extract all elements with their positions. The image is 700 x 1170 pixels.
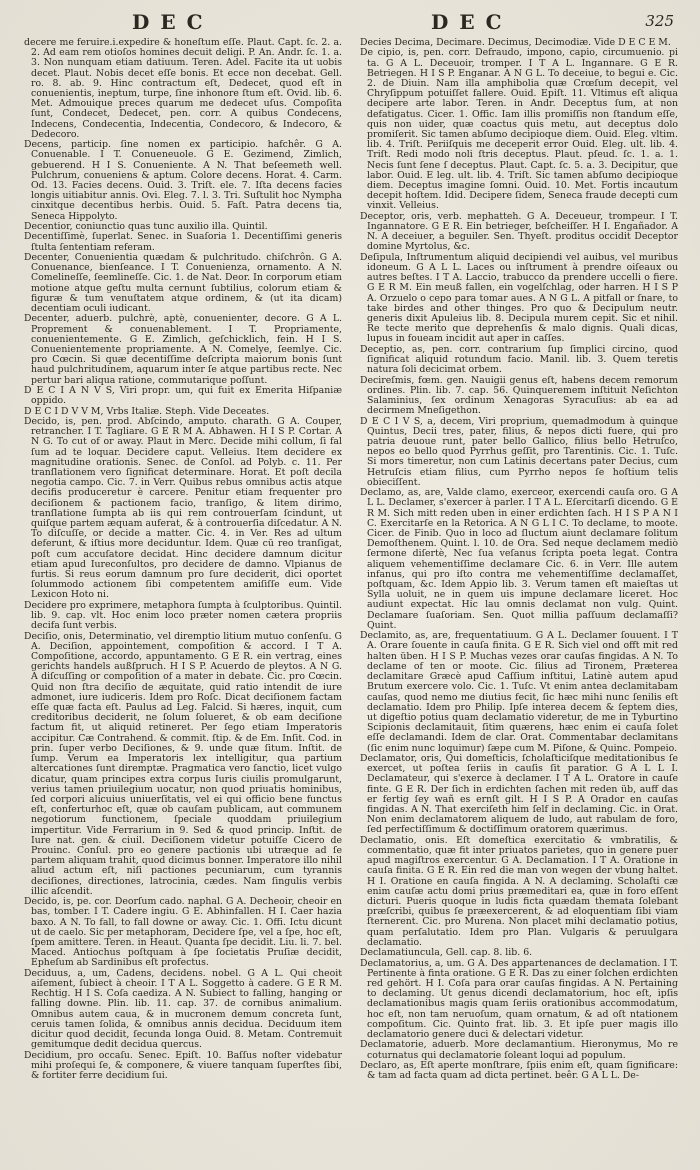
left-column: [24, 38, 342, 1158]
right-running-head: DEC: [431, 10, 513, 34]
dictionary-entry: Declamo, as, are, Valde clamo, exerceor, exercendi cauſa oro. G A L L. Declamer, s'exercer à parler. I T A L. Eſercitarſi dicendo. G E R M. Sich mitt reden uben in einer erdichten ſach. H I S P A N I C. Exercitarſe en la Retorica. A N G L I C. To declame, to moote. Cicer. de Finib. Quo in loco ad ſluctum aiunt declamare ſolitum Demoſthenem. Quint. l. 10. de Ora. Sed neque declamem mediò ſermone diſertè, Nec ſua veſanus ſcripta poeta legat. Contra aliquem vehementiſſime declamare Cic. 6. in Verr. Ille autem infanus, qui pro iſto contra me vehementiſſime declamaſſet, poſtquam, &c. Idem Appio lib. 3. Verum tamen eſt maieſtas ut Sylla uoluit, ne in quem uis impune declamare liceret. Hoc audiunt expectat. Hic lau omnis declamat non vulg. Quint. Declamare ſuaſoriam. Sen. Quot millia paſſuum declamaſſi? Quint.: [360, 487, 678, 631]
dictionary-entry: Declamatio, onis. Eſt domeſtica exercitatio & vmbratilis, & commentatio, quæ fit inter priuatos parietes, quo in genere puer apud magiſtros exercentur. G A. Declamation. I T A. Oratione in cauſa finita. G E R. Ein red die man von wegen der vbung haltet. H I. Oratione en cauſa fingida. A N. A declaming. Scholaſti cæ enim cauſæ actu domi prius præmeditari ea, quæ in foro eſſent dicturi. Pueris quoque in ludis ficta quædam themata ſolebant præſcribi, quibus ſe præexercerent, & ad eloquentiam ſibi viam ſternerent. Cic. pro Murena. Non placet mihi declamatio potius, quam perſalutatio. Idem pro Plan. Vulgaris & peruulgara declamatio.: [360, 834, 678, 948]
dictionary-entry: Deceptor, oris, verb. mephatteh. G A. Deceueur, trompeur. I T. Ingannatore. G E R. Ein betrieger, beſcheiſſer. H I. Engañador. A N. A deceiuer, a beguiler. Sen. Thyeſt. proditus occidit Deceptor domine Myrtolus, &c.: [360, 210, 678, 253]
dictionary-entry: Declamito, as, are, frequentatiuum. G A L. Declamer ſouuent. I T A. Orare ſouente in cauſa finita. G E R. Sich viel ond offt mit red halten üben. H I S P. Muchas vezes orar cauſas fingidas. A N. To declame of ten or moote. Cic. ſilius ad Tironem, Præterea declamitare Græcè apud Caſſium inſtitui, Latinè autem apud Brutum exercere volo. Cic. 1. Tuſc. Vt enim antea declamitabam cauſas, quod nemo me diutius fecit, ſic hæc mihi nunc ſenilis eſt declamatio. Idem pro Philip. Ipſe interea decem & ſeptem dies, ut digeſtio potius quam declamatio videretur, de me in Tyburtino Scipionis declamitauit, ſitim quærens, hæc enim ei cauſa ſolet eſſe declamandi. Idem de clar. Orat. Commentabar declamitans (ſic enim nunc loquimur) ſæpe cum M. Piſone, & Quinc. Pompeio.: [360, 630, 678, 754]
dictionary-entry: Decidere pro exprimere, metaphora ſumpta à ſculptoribus. Quintil. lib. 9. cap. vlt. Hoc enim loco præter nomen cætera propriis decifa ſunt verbis.: [24, 599, 342, 632]
dictionary-entry: Deceptio, as, pen. corr. contrarium ſup ſimplici circino, quod ſignificat aliquid rotundum facio. Manil. lib. 3. Quem teretis natura ſoli decicimat orbem.: [360, 343, 678, 376]
dictionary-entry: Declaro, as, Eſt aperte monſtrare, ſpiis enim eſt, quam ſignificare: & tam ad facta quam ad dicta pertinet. beêr. G A L L. De-: [360, 1059, 678, 1082]
right-column: [360, 38, 678, 1158]
dictionary-entry: Declamatorie, aduerb. More declamantium. Hieronymus, Mo re coturnatus qui declamatorie ſoleant loqui ad populum.: [360, 1039, 678, 1061]
dictionary-entry: Decenter, Conuenientia quædam & pulchritudo. chiſchrôn. G A. Conuenance, bienſeance. I T. Conuenienza, ornamento. A N. Comelineſſe, ſeemlineſſe. Cic. 1. de Nat. Deor. In corporum etiam motione atque geſtu multa cernunt ſubtilius, colorum etiam & figuræ & tum venuſtatem atque ordinem, & (ut ita dicam) decentiam oculi iudicant.: [24, 252, 342, 315]
dictionary-entry: Deſipula, Inſtrumentum aliquid decipiendi vel auibus, vel muribus idoneum. G A L L. Laces ou inſtrument à prendre oiſeaux ou autres beſtes. I T A. Laccio, trabucco da prendere uccelli o fiere. G E R M. Ein meuß fallen, ein vogelſchlag, oder harren. H I S P A. Orzuelo o cepo para tomar aues. A N G L. A pitfall or ſnare, to take birdes and other thinges. Pro quo & Decipulum neutr. generis dixit Apuleius lib. 8. Decipula murem cepit. Sic et nihil. Re tecte merito que deprehenſis & malo dignis. Quali dicas, lupus in foueam incidit aut aper in caſſes.: [360, 251, 678, 345]
dictionary-entry: D E C I D V V M, Vrbs Italiæ. Steph. Vide Deceates.: [24, 405, 270, 417]
dictionary-entry: Decies Decima, Decimare. Decimus, Decimodiæ. Vide D E C E M.: [360, 38, 671, 48]
dictionary-entry: Decentiſſimè, ſuperlat. Senec. in Suaſoria 1. Decentiſſimi generis ſtulta ſententiam referam.: [24, 231, 342, 253]
running-header: [24, 10, 680, 36]
page-number: 325: [645, 12, 674, 30]
dictionary-entry: Declamatorius, a, um. G A. Des appartenances de declamation. I T. Pertinente à finta oratione. G E R. Das zu einer ſolchen erdichten red gehört. H I. Coſa para orar cauſas fingidas. A N. Pertaining to declaming. Ut genus dicendi declamatorium, hoc eſt, ipſis declamationibus magis quam ſeriis orationibus accommodatum, hoc eſt, non tam neruoſum, quam ornatum, & ad oſt ntationem compoſitum. Cic. Quinto frat. lib. 3. Et ipſe puer magis illo declamatorio genere duci & delectari videtur.: [360, 957, 678, 1040]
two-column-body: [24, 38, 680, 1158]
dictionary-entry: Declamatiuncula, Gell. cap. 8. lib. 6.: [360, 947, 533, 959]
dictionary-entry: D E C I V S, a, decem, Viri proprium, quemadmodum à quinque Quintus, Decii tres, pater, filius, & nepos dicti fuere, qui pro patria deuoue runt, pater bello Gallico, filius bello Hetruſco, nepos eo bello quod Pyrrhus geſſit, pro Tarentinis. Cic. 1. Tuſc. Si mors timeretur, non cum Latinis decertans pater Decius, cum Hetruſcis etiam filius, cum Pyrrho nepos ſe hoſtium telis obieciſſent.: [360, 415, 678, 488]
left-running-head: DEC: [132, 10, 214, 34]
dictionary-entry: Decens, particip. ſine nomen ex participio. hafchêr. G A. Conuenable. I T. Conueneuole. G E. Gezimend, Zimlich, gebuerend. H I S. Conueniente. A N. That beſeemeth well. Pulchrum, conueniens & aptum. Colore decens. Horat. 4. Carm. Od. 13. Facies decens. Ouid. 3. Triſt. ele. 7. Iſta decens facies longis uitiabitur annis. Ovi. Eleg. 7. l. 3. Tri. Suſtulit hoc Nympha cinxitque decentibus herbis. Ouid. 5. Faſt. Patra decens tia, Seneca Hippolyto.: [24, 139, 342, 222]
dictionary-entry: Decireſmis, fœm. gen. Nauigii genus eſt, habens decem remorum ordines. Plin. lib. 7. cap. 56. Quinqueremem inſtituit Neſichton Salaminius, ſex ordinum Xenagoras Syracuſius: ab ea ad decirmem Mneſigethon.: [360, 374, 678, 417]
dictionary-entry: Decidium, pro occaſu. Senec. Epiſt. 10. Baſſus noſter videbatur mihi proſequi ſe, & componere, & viuere tanquam ſuperſtes ſibi, & fortiter ferre decidium ſui.: [24, 1049, 342, 1081]
dictionary-entry: Decido, is, pen. prod. Abſcindo, amputo. charath. G A. Couper, retrancher. I T. Tagliare. G E R M A. Abhawen. H I S P. Cortar. A N G. To cut of or away. Plaut in Merc. Decide mihi collum, ſi fal ſum ad te loquar. Decidere caput. Velleius. Item decidere ex magnitudine orationis. Senec. de Conſol. ad Polyb. c. 11. Per tranſlationem vero ſignificat determinare. Horat. Et poſt decila negotia campo. Cic. 7. in Verr. Quibus rebus omnibus actis atque decifis produceretur è carcere. Penitur etiam frequenter pro deciſionem & pactionem facio, tranſigo, & litem dirimo, tranſlatione ſumpta ab iis qui rem controuerſam ſcindunt, ut quiſque partem æquam auferat, & à controuerſia diſcedatur. A N. To diſcuſſe, or decide a matter. Cic. 4. in Ver. Res ad ultum deferunt, & iſtius more deciduntur. Idem. Quæ cū reo tranſigat, poſt cum accuſatore decidat. Hinc decidere damnum dicitur etiam apud Iureconſultos, pro decidere de damno. Vlpianus de furtis. Si reus eorum damnum pro ſure deciderit, dici oportet ſolummodo actionem ſibi competentem amiſiſſe eum. Vide Lexicon Hoto ni.: [24, 416, 342, 601]
dictionary-entry: D E C I A N V S, Viri propr. um, qui fuit ex Emerita Hiſpaniæ oppido.: [24, 385, 342, 407]
dictionary-entry: Decenter, aduerb. pulchrè, aptè, conuenienter, decore. G A L. Proprement & conuenablement. I T. Propriamente, conuenientemente. G E. Zimlich, geſchicklich, fein. H I S. Conuenientemente propriamente. A N. Comelye, ſeemlye. Cic. pro Cœcin. Si quæ decentiſſime deſcripta maiorum bonis ſunt haud pulchritudinem, aquarum inter ſe atque partibus recte. Nec pertur bari aliqua ratione, commutarique poſſunt.: [24, 313, 342, 386]
dictionary-entry: decere me feruire.i.expedire & honeſtum eſſe. Plaut. Capt. ſc. 2. a. 2. Ad eam rem otioſos homines decuit deligi. P. An. Andr. ſc. 1. a. 3. Non nunquam etiam datiuum. Teren. Adel. Facite ita ut uobis decet. Plaut. Nobis decet eſſe bonis. Et ecce non decebat. Gell. ro. 8. ab. 9. Hinc contractum eſt, Dedecet, quod eſt in conuenientis, ineptum, turpe, ſine inhonore ſtum eſt. Ovid. lib. 6. Met. Admouique preces quarum me dedecet uſus. Compoſita ſunt, Condecet, Dedecet, pen. corr. A quibus Condecens, Indecens, Condecentia, Indecentia, Condecoro, & Indecoro, & Dedecoro.: [24, 38, 342, 140]
dictionary-entry: Deciſio, onis, Determinatio, vel diremptio litium mutuo conſenſu. G A. Deciſion, appointement, compoſition & accord. I T A. Compoſitione, accordo, appuntamento. G E R. ein vertrag, eines gerichts handels außſpruch. H I S P. Acuerdo de pleytos. A N G. A diſcuſſing or compoſition of a mater in debate. Cic. pro Cœcin. Quid non ſtra deciſio de æquitate, quid ratio intendit de iure admonet, iure iudiceris. Idem pro Roſc. Dicat deciſionem factam eſſe quæ facta eſt. Paulus ad Leg. Falcid. Si hæres, inquit, cum creditoribus deciderit, ne ſolum ſolueret, & ob eam deciſione factum fit, ut aliquid retineret. Per ſego etiam Imperatoris accipitur. Cæ Contrahend. & commit. ſtip. & de Em. Inſit. Cod. in prin. ſuper verbo Deciſiones, & 9. unde quæ ſitum. Inſtit. de ſump. Verum ea Imperatoris lex intelligitur, qua partium altercationes ſunt diremptæ. Pragmatica vero ſanctio, licet vulgo dicatur, quam principes extra corpus Iuris ciuilis promulgarunt, verius tamen priuilegium uocatur, non quod priuatis hominibus, ſed corpori alicuius uniuerſitatis, vel ei qui officio bene functus eſt, conferturhoc eſt, quæ ob cauſam publicam, aut communem negotiorum functionem, ſpeciale quoddam priuilegium impertitur. Vide Ferrarium in 9. Sed & quod princip. Inſtit. de Iure nat. gen. & ciuil. Deciſionem videtur potuiſſe Cicero de Prouinc. Conſul. pro eo genere pactionis ubi utræque ad ſe partem aliquam trahit, quod dicimus bonner. Imperatore illo nihil aliud actum eſt, niſi pactiones pecuniarum, cum tyrannis deciſiones, directiones, latrocinia, cædes. Nam ſingulis verbis illic aſcendit.: [24, 630, 342, 897]
dictionary-entry: Declamator, oris, Qui domeſticis, ſcholaſticiſque meditationibus ſe exercet, ut poſtea ſeriis in cauſis ſit paratior. G A L L I. Declamateur, qui s'exerce à declamer. I T A L. Oratore in cauſe finte. G E R. Der ſich in erdichten ſachen mit reden üb, auff das er fertig ſey wañ es ernſt gilt. H I S P. A Orador en cauſas fingidas. A N. That exerciſeth him ſelf in declaming. Cic. in Orat. Non enim declamatorem aliquem de ludo, aut rabulam de foro, ſed perfectiſſimum & doctiſſimum oratorem quærimus.: [360, 752, 678, 836]
dictionary-entry: Deciduus, a, um, Cadens, decidens. nobel. G A L. Qui cheoit aiſement, ſubiect à cheoir. I T A L. Soggetto à cadere. G E R M. Rechtig. H I S. Coſa caediza. A N. Subiect to falling, hanging or falling downe. Plin. lib. 11. cap. 37. de cornibus animalium. Omnibus autem caua, & in mucronem demum concreta ſunt, ceruis tamen ſolida, & omnibus annis decidua. Deciduum item dicitur quod decidit, ſecunda longa Ouid. 8. Metam. Contremuit gemitumque dedit decidua quercus.: [24, 967, 342, 1051]
dictionary-entry: Decentior, coniunctio quas tunc auxilio illa. Quintil.: [24, 221, 268, 233]
dictionary-entry: De cipio, is, pen. corr. Defraudo, impono, capio, circumuenio. pi ta. G A L. Deceuoir, tromper. I T A L. Ingannare. G E R. Betriegen. H I S P. Enganar. A N G L. To deceiue, to begui e. Cic. 2. de Diuin. Nam illa amphibolia quæ Crœſum decepit, vel Chryſippum potuiſſet fallere. Ouid. Epiſt. 11. Vltimus eſt aliqua decipere arte labor. Teren. in Andr. Deceptus ſum, at non defatigatus. Cicer. 1. Offic. Iam illis promiſſis non ſtandum eſſe, quis non uider, quæ coactus quis metu, aut deceptus dolo promiſerit. Sic tamen abſumo decipioque diem. Ouid. Eleg. vltim. lib. 4. Triſt. Periiſquis me deceperit error Ouid. Eleg. ult. lib. 4. Triſt. Redi modo noli ſtris deceptus. Plaut. pſeud. ſc. 1. a. 1. Necis ſunt ſene ſ deceptus. Plaut. Capt. ſc. 5. a. 3. Decipitur, que labor. Ouid. E leg. ult. lib. 4. Triſt. Sic tamen abſumo decipioque diem. Deceptus imagine ſomni. Ouid. 10. Met. Fortis incautum decepit hoſtem. Idid. Decipere ſidem, Seneca fraude decepti cum vinxit. Velleius.: [360, 47, 678, 212]
dictionary-entry: Decido, is, pe. cor. Deorſum cado. naphal. G A. Decheoir, cheoir en bas, tomber. I T. Cadere ingiu. G E. Abhinfallen. H I. Caer hazia baxo. A N. To fall, to fall downe or away. Cic. 1. Offi. Ictu dicunt ut de caelo. Sic per metaphoram, Decidere ſpe, vel a ſpe, hoc eſt, ſpem amittere. Teren. in Heaut. Quanta ſpe decidit. Liu. li. 7. bel. Maced. Antiochus poſtquam à ſpe ſocietatis Pruſiæ decidit, Epheſum ab Sardinibus eſt profectus.: [24, 896, 342, 969]
